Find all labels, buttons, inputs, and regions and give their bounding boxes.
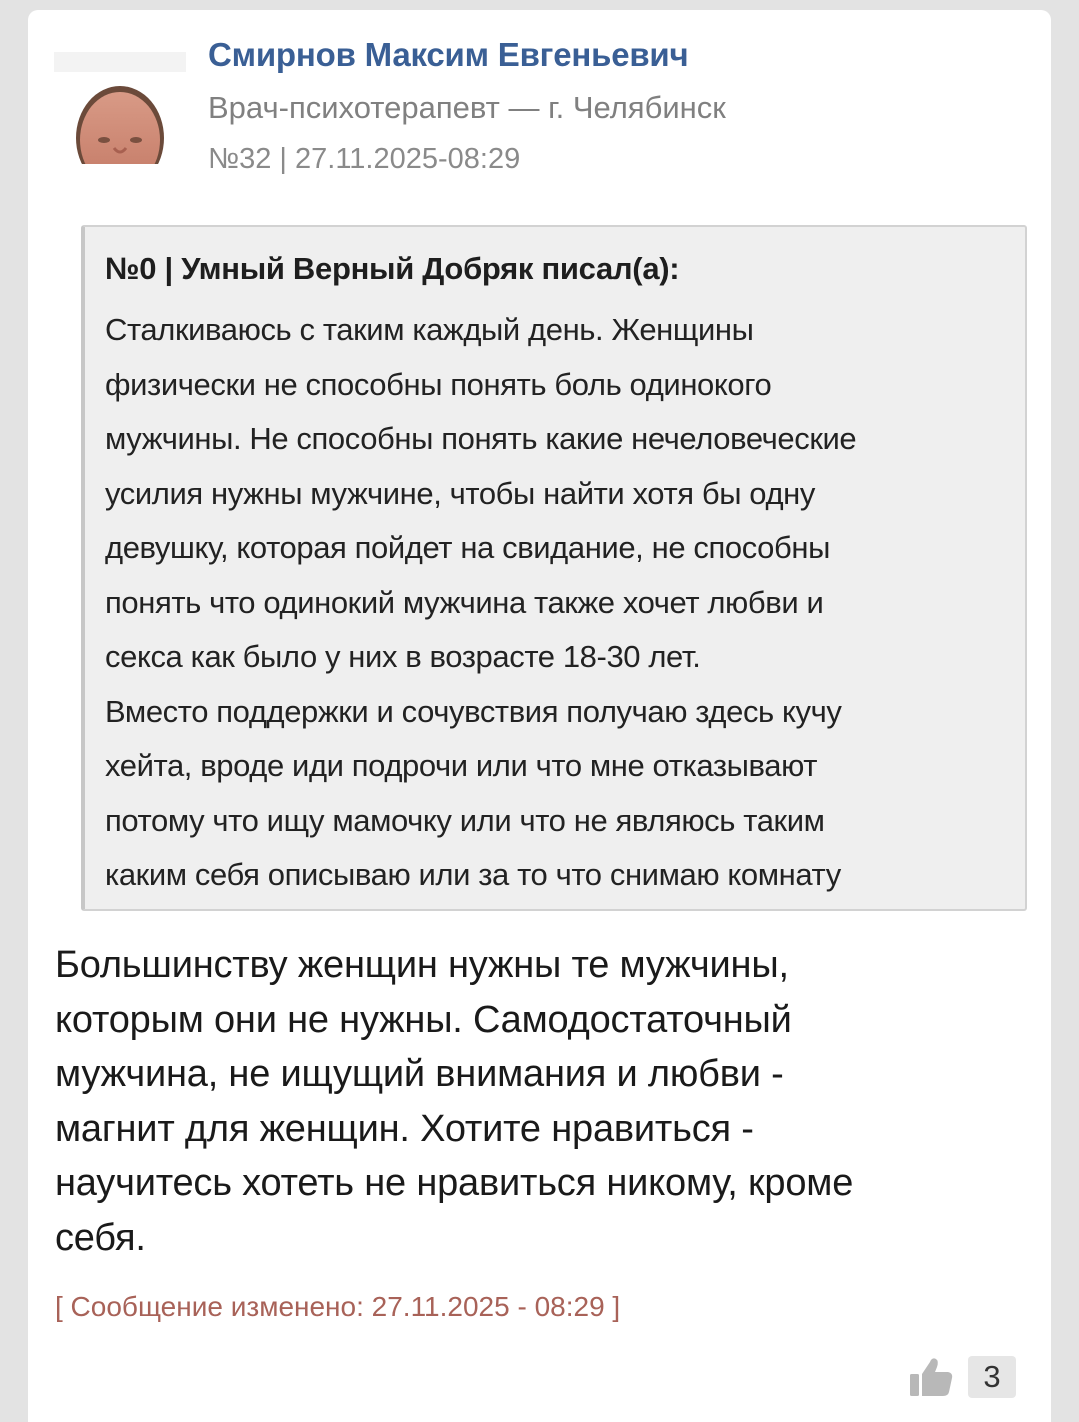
quote-line: девушку, которая пойдет на свидание, не способны (105, 530, 830, 565)
body-line: которым они не нужны. Самодостаточный (55, 998, 792, 1041)
body-line: себя. (55, 1216, 146, 1259)
author-name[interactable]: Смирнов Максим Евгеньевич (208, 36, 689, 73)
body-line: магнит для женщин. Хотите нравиться - (55, 1107, 754, 1150)
quote-header: №0 | Умный Верный Добряк писал(а): (105, 251, 680, 286)
post-card (28, 10, 1051, 1422)
edited-note: [ Сообщение изменено: 27.11.2025 - 08:29 ] (55, 1291, 621, 1322)
quote-line: потому что ищу мамочку или что не являюсь таким (105, 802, 825, 838)
post-meta: №32 | 27.11.2025-08:29 (208, 143, 521, 175)
author-avatar[interactable] (54, 52, 186, 168)
body-line: научитесь хотеть не нравиться никому, кроме (55, 1162, 854, 1204)
quote-line: секса как было у них в возрасте 18-30 лет. (105, 639, 701, 674)
post-body (55, 938, 853, 1265)
quote-line: каким себя описываю или за то что снимаю комнату (105, 857, 841, 892)
quote-line: мужчины. Не способны понять какие нечеловеческие (105, 421, 857, 456)
quote-line: понять что одинокий мужчина также хочет любви и (105, 584, 824, 620)
quote-line: хейта, вроде иди подрочи или что мне отказывают (105, 748, 818, 783)
avatar-photo (54, 52, 186, 168)
quote-line: Сталкиваюсь с таким каждый день. Женщины (105, 312, 754, 347)
like-control[interactable] (908, 1354, 1016, 1400)
body-line: Большинству женщин нужны те мужчины, (55, 944, 789, 986)
quote-line: физически не способны понять боль одинокого (105, 366, 772, 402)
quote-block (81, 225, 1027, 911)
like-count: 3 (968, 1356, 1016, 1398)
quote-line: Вместо поддержки и сочувствия получаю здесь кучу (105, 693, 842, 729)
thumbs-up-icon[interactable] (908, 1354, 954, 1400)
author-role: Врач-психотерапевт — г. Челябинск (208, 90, 726, 125)
body-line: мужчина, не ищущий внимания и любви - (55, 1053, 784, 1095)
quote-line: усилия нужны мужчине, чтобы найти хотя бы одну (105, 475, 815, 511)
